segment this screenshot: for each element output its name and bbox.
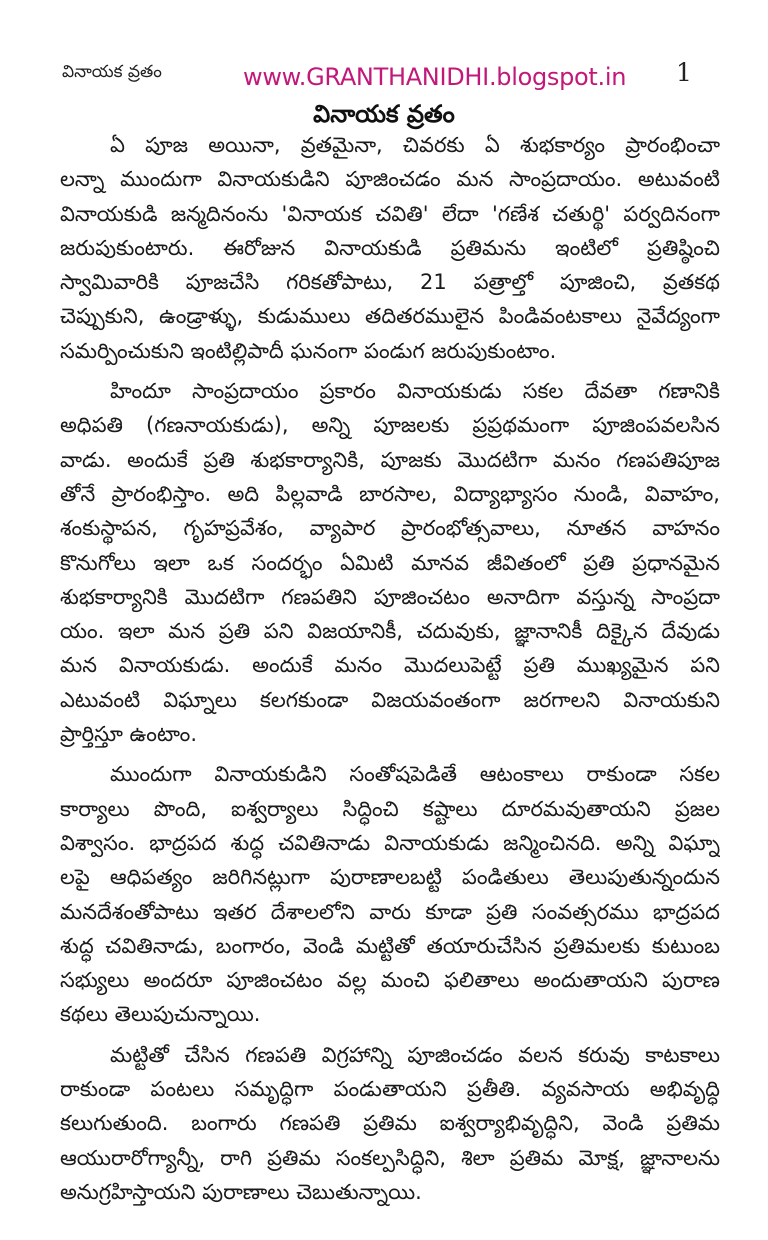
paragraph [60, 1038, 720, 1209]
text-line: కార్యాలు పొంది, ఐశ్వర్యాలు సిద్ధించి కష్టాలు దూరమవుతాయని ప్రజల [60, 796, 720, 821]
text-line: రాకుండా పంటలు సమృద్ధిగా పండుతాయని ప్రతీతి. వ్యవసాయ అభివృద్ధి [60, 1077, 720, 1102]
text-line: అధిపతి (గణనాయకుడు), అన్ని పూజలకు ప్రప్రథమంగా పూజింపవలసిన [60, 413, 720, 438]
text-line: శుభకార్యానికి మొదటిగా గణపతిని పూజించటం అనాదిగా వస్తున్న సాంప్రదా [60, 584, 720, 609]
text-line: మన వినాయకుడు. అందుకే మనం మొదలుపెట్టే ప్రతి ముఖ్యమైన పని [60, 653, 720, 678]
text-line: ఎటువంటి విఘ్నాలు కలగకుండా విజయవంతంగా జరగాలని వినాయకుని [60, 687, 720, 712]
page-number: 1 [676, 58, 692, 87]
text-line: శంకుస్థాపన, గృహప్రవేశం, వ్యాపార ప్రారంభోత్సవాలు, నూతన వాహనం [60, 516, 720, 541]
text-line: ప్రార్తిస్తూ ఉంటాం. [60, 722, 197, 747]
text-line: సమర్పించుకుని ఇంటిల్లిపాదీ ఘనంగా పండుగ జరుపుకుంటాం. [60, 338, 557, 363]
text-line: హిందూ సాంప్రదాయం ప్రకారం వినాయకుడు సకల దేవతా గణానికి [110, 379, 720, 404]
text-line: కథలు తెలుపుచున్నాయి. [60, 1002, 261, 1027]
text-line: శుద్ధ చవితినాడు, బంగారం, వెండి మట్టితో తయారుచేసిన ప్రతిమలకు కుటుంబ [60, 933, 720, 958]
document-body [60, 128, 720, 1215]
text-line: చెప్పుకుని, ఉండ్రాళ్ళు, కుడుములు తదితరములైన పిండివంటకాలు నైవేద్యంగా [60, 304, 720, 329]
text-line: జరుపుకుంటారు. ఈరోజున వినాయకుడి ప్రతిమను ఇంటిలో ప్రతిష్ఠించి [60, 235, 720, 260]
text-line: మట్టితో చేసిన గణపతి విగ్రహాన్ని పూజించడం వలన కరువు కాటకాలు [110, 1042, 720, 1067]
site-link[interactable]: www.GRANTHANIDHI.blogspot.in [243, 63, 627, 91]
text-line: కొనుగోలు ఇలా ఒక సందర్భం ఏమిటి మానవ జీవితంలో ప్రతి ప్రధానమైన [60, 550, 720, 575]
text-line: మనదేశంతోపాటు ఇతర దేశాలలోని వారు కూడా ప్రతి సంవత్సరము భాద్రపద [60, 899, 720, 924]
text-line: విశ్వాసం. భాద్రపద శుద్ధ చవితినాడు వినాయకుడు జన్మించినది. అన్ని విఘ్నా [60, 830, 720, 855]
text-line: ఆయురారోగ్యాన్నీ, రాగి ప్రతిమ సంకల్పసిద్ధిని, శిలా ప్రతిమ మోక్ష, జ్ఞానాలను [60, 1145, 720, 1170]
text-line: సభ్యులు అందరూ పూజించటం వల్ల మంచి ఫలితాలు అందుతాయని పురాణ [60, 968, 720, 993]
text-line: యం. ఇలా మన ప్రతి పని విజయానికీ, చదువుకు, జ్ఞానానికీ దిక్కైన దేవుడు [60, 619, 720, 644]
text-line: స్వామివారికి పూజచేసి గరికతోపాటు, 21 పత్రాల్తో పూజించి, వ్రతకథ [60, 270, 720, 295]
text-line: కలుగుతుంది. బంగారు గణపతి ప్రతిమ ఐశ్వర్యాభివృద్ధిని, వెండి ప్రతిమ [60, 1111, 720, 1136]
text-line: లన్నా ముందుగా వినాయకుడిని పూజించడం మన సాంప్రదాయం. అటువంటి [60, 167, 720, 192]
text-line: వినాయకుడి జన్మదినంను 'వినాయక చవితి' లేదా 'గణేశ చతుర్థి' పర్వదినంగా [60, 201, 720, 226]
text-line: అనుగ్రహిస్తాయని పురాణాలు చెబుతున్నాయి. [60, 1179, 422, 1204]
document-title: వినాయక వ్రతం [313, 100, 455, 128]
paragraph [60, 128, 720, 368]
paragraph [60, 757, 720, 1031]
text-line: లపై ఆధిపత్యం జరిగినట్లుగా పురాణాలబట్టి పండితులు తెలుపుతున్నందున [60, 865, 720, 890]
running-header-title: వినాయక వ్రతం [62, 62, 162, 82]
text-line: ఏ పూజ అయినా, వ్రతమైనా, చివరకు ఏ శుభకార్యం ప్రారంభించా [110, 133, 720, 157]
paragraph [60, 374, 720, 751]
text-line: వాడు. అందుకే ప్రతి శుభకార్యానికి, పూజకు మొదటిగా మనం గణపతిపూజ [60, 447, 720, 472]
text-line: ముందుగా వినాయకుడిని సంతోషపెడితే ఆటంకాలు రాకుండా సకల [110, 762, 720, 787]
text-line: తోనే ప్రారంభిస్తాం. అది పిల్లవాడి బారసాల, విద్యాభ్యాసం నుండి, వివాహం, [60, 481, 720, 506]
